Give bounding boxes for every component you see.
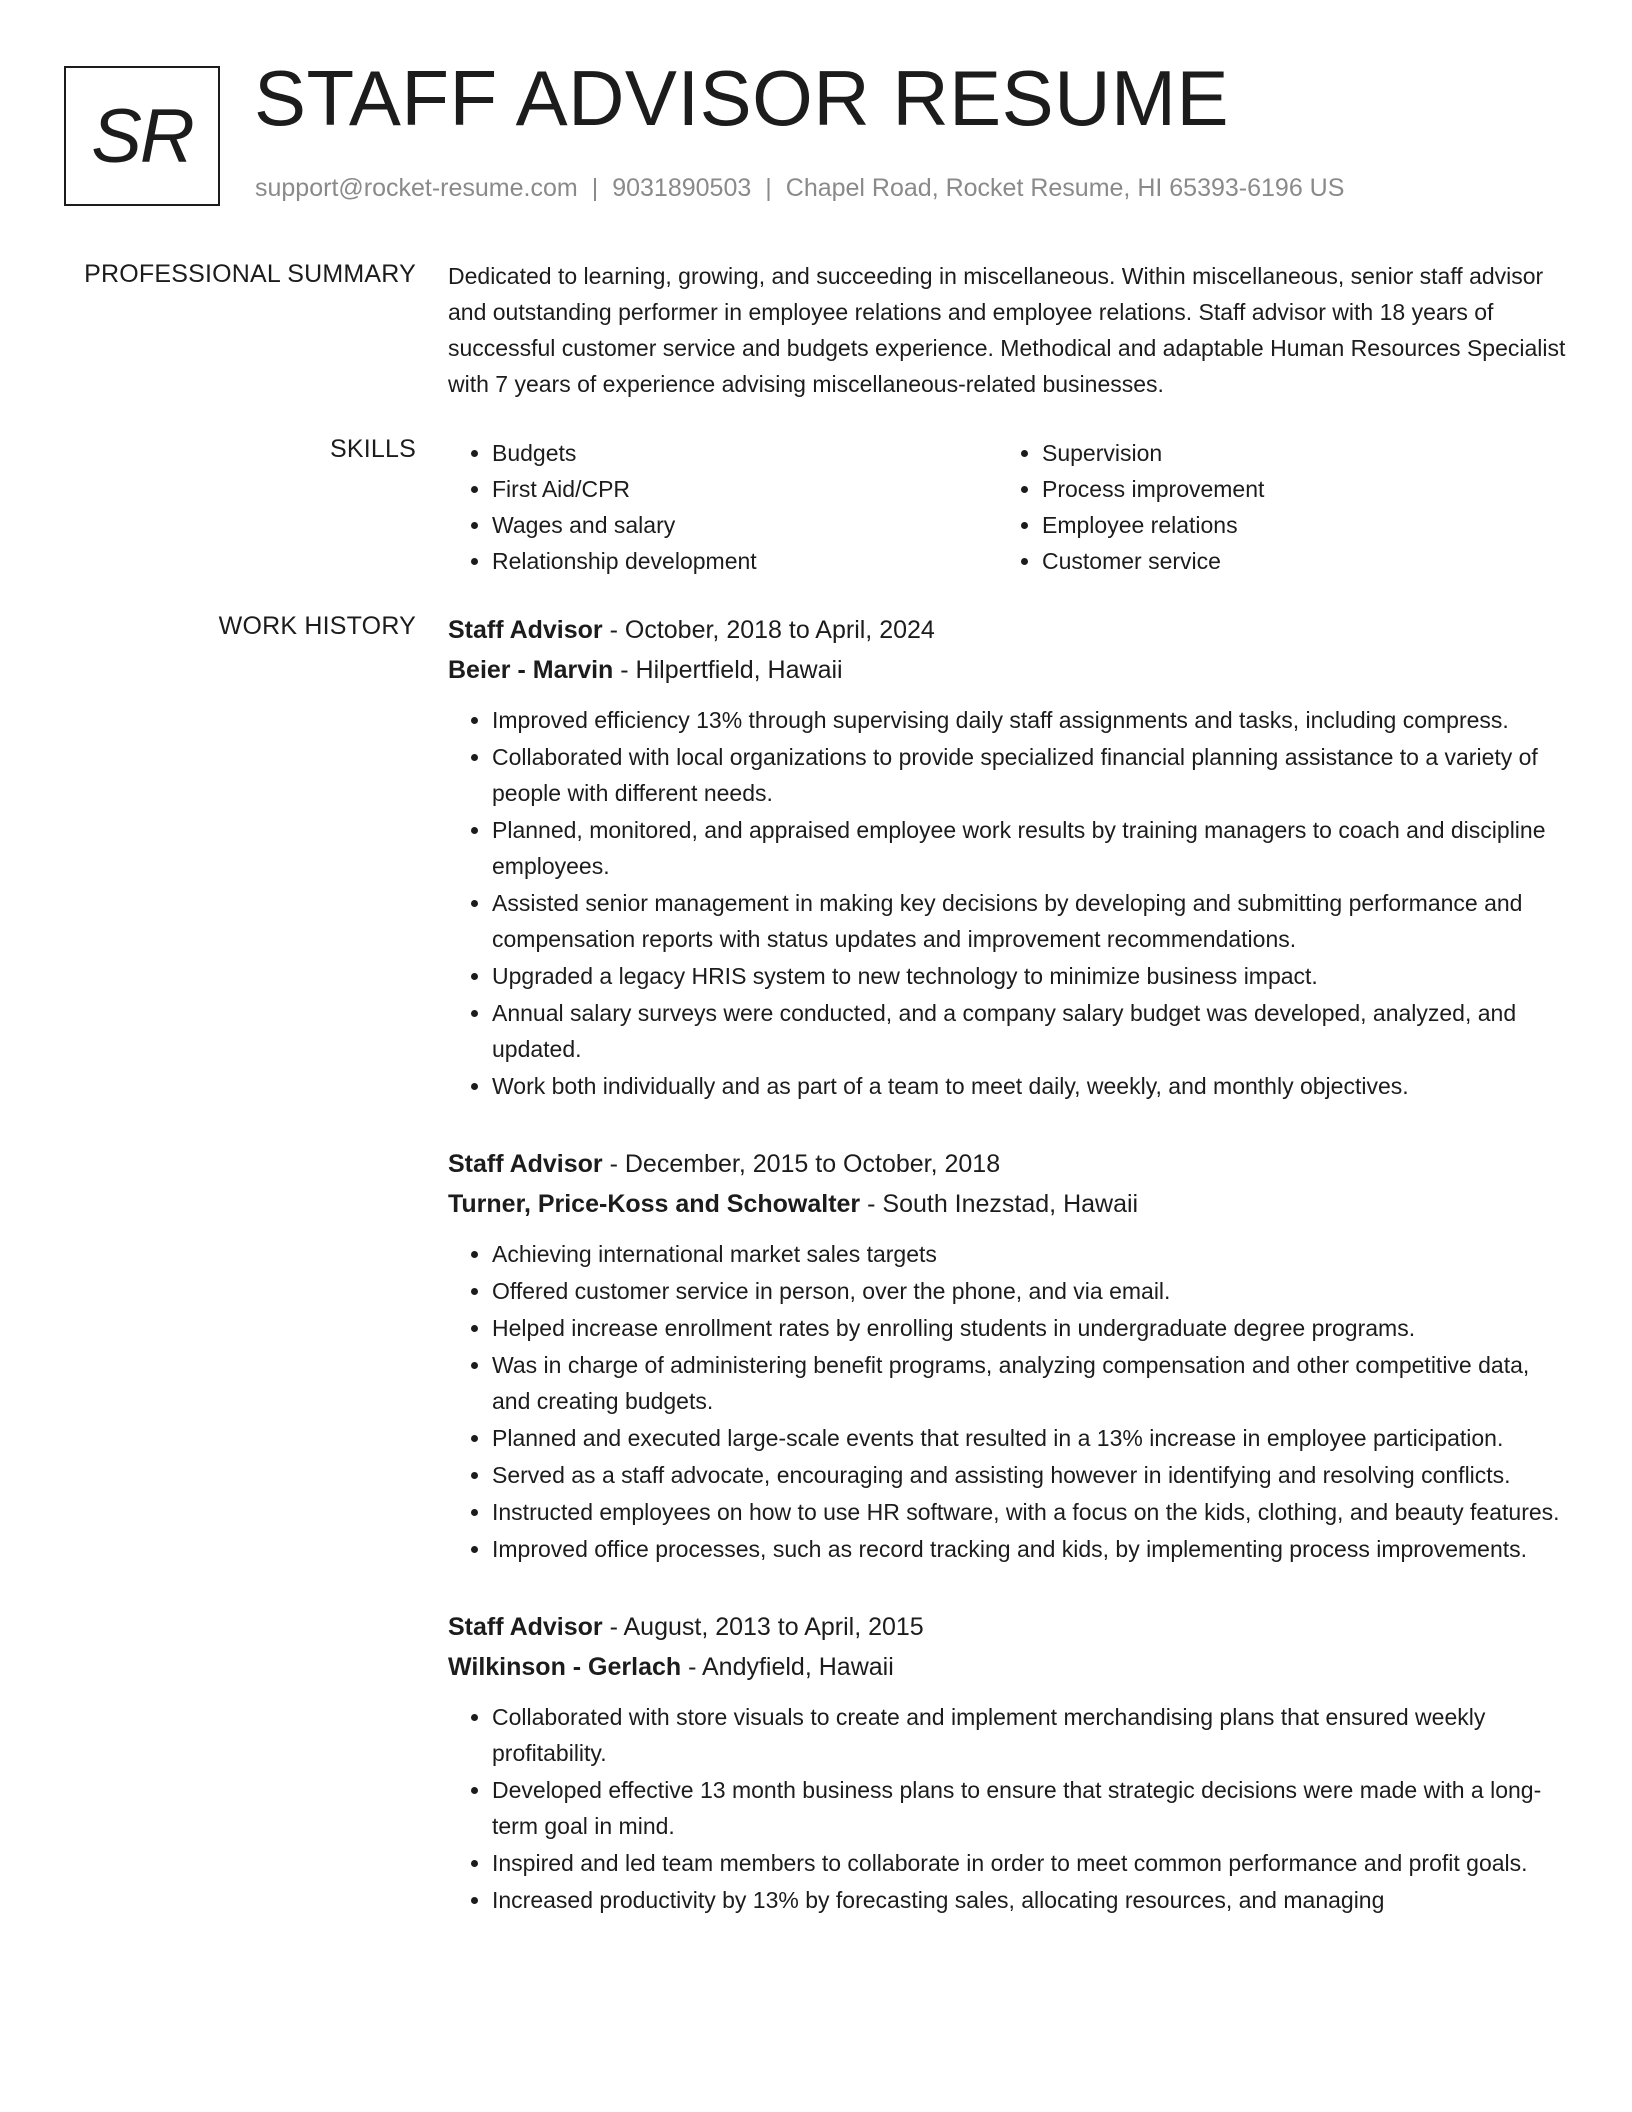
skill-item: • Relationship development — [492, 543, 998, 579]
job-bullet: • Was in charge of administering benefit programs, analyzing compensation and other competitive data, and creating budgets. — [492, 1347, 1568, 1419]
job-company: Turner, Price-Koss and Schowalter — [448, 1190, 861, 1218]
contact-address: Chapel Road, Rocket Resume, HI 65393-6196 US — [785, 174, 1345, 202]
job-title: Staff Advisor — [448, 616, 603, 644]
monogram-initials: SR — [91, 93, 193, 179]
skill-item: • Process improvement — [1042, 471, 1548, 507]
job-dates: - October, 2018 to April, 2024 — [602, 616, 935, 644]
job-bullet: • Served as a staff advocate, encouraging and assisting however in identifying and resolving conflicts. — [492, 1457, 1568, 1493]
job-dates: - August, 2013 to April, 2015 — [602, 1613, 924, 1641]
job-entry — [448, 610, 1568, 1104]
job-company: Wilkinson - Gerlach — [448, 1653, 682, 1681]
job-bullet: • Instructed employees on how to use HR software, with a focus on the kids, clothing, and beauty features. — [492, 1494, 1568, 1530]
job-title: Staff Advisor — [448, 1613, 603, 1641]
job-title-line — [448, 610, 1568, 650]
job-company-line — [448, 1647, 1568, 1687]
job-bullet: • Upgraded a legacy HRIS system to new technology to minimize business impact. — [492, 958, 1568, 994]
job-bullet: • Work both individually and as part of a team to meet daily, weekly, and monthly objectives. — [492, 1068, 1568, 1104]
resume-title: STAFF ADVISOR RESUME — [254, 54, 1230, 142]
job-bullet: • Improved office processes, such as record tracking and kids, by implementing process improvements. — [492, 1531, 1568, 1567]
job-bullet: • Achieving international market sales targets — [492, 1236, 1568, 1272]
job-bullet: • Inspired and led team members to collaborate in order to meet common performance and profit goals. — [492, 1845, 1568, 1881]
monogram-box — [64, 66, 220, 206]
skill-item: • Budgets — [492, 435, 998, 471]
work-history-body — [448, 610, 1568, 1958]
skills-heading: SKILLS — [330, 435, 416, 463]
job-bullet-list — [448, 1699, 1568, 1918]
job-entry — [448, 1144, 1568, 1567]
contact-line — [255, 174, 1344, 203]
job-bullet: • Developed effective 13 month business plans to ensure that strategic decisions were made with a long-term goal in mind. — [492, 1772, 1568, 1844]
job-bullet: • Helped increase enrollment rates by enrolling students in undergraduate degree programs. — [492, 1310, 1568, 1346]
work-history-heading: WORK HISTORY — [218, 612, 416, 640]
job-bullet: • Increased productivity by 13% by forecasting sales, allocating resources, and managing — [492, 1882, 1568, 1918]
job-bullet: • Collaborated with store visuals to create and implement merchandising plans that ensured weekly profitability. — [492, 1699, 1568, 1771]
job-dates: - December, 2015 to October, 2018 — [602, 1150, 1001, 1178]
job-location: - South Inezstad, Hawaii — [860, 1190, 1139, 1218]
job-bullet: • Offered customer service in person, over the phone, and via email. — [492, 1273, 1568, 1309]
skill-item: • Supervision — [1042, 435, 1548, 471]
job-bullet: • Improved efficiency 13% through supervising daily staff assignments and tasks, including compress. — [492, 702, 1568, 738]
job-title-line — [448, 1607, 1568, 1647]
skill-item: • First Aid/CPR — [492, 471, 998, 507]
contact-separator: | — [591, 174, 599, 202]
summary-heading: PROFESSIONAL SUMMARY — [84, 260, 416, 288]
job-entry — [448, 1607, 1568, 1918]
job-location: - Hilpertfield, Hawaii — [613, 656, 843, 684]
summary-text: Dedicated to learning, growing, and succeeding in miscellaneous. Within miscellaneous, senior staff advisor and outstanding performer in employee relations and employee relations. Staff advisor with 18 years of successful customer service and budgets experience. Methodical and adaptable Human Resources Specialist with 7 years of experience advising miscellaneous-related businesses. — [448, 263, 1566, 397]
job-bullet-list — [448, 1236, 1568, 1567]
skills-list-right — [998, 435, 1548, 579]
contact-email: support@rocket-resume.com — [255, 174, 578, 202]
job-bullet: • Assisted senior management in making key decisions by developing and submitting performance and compensation reports with status updates and improvement recommendations. — [492, 885, 1568, 957]
summary-body — [448, 258, 1568, 402]
job-bullet: • Annual salary surveys were conducted, and a company salary budget was developed, analyzed, and updated. — [492, 995, 1568, 1067]
job-title: Staff Advisor — [448, 1150, 603, 1178]
job-bullet: • Planned, monitored, and appraised employee work results by training managers to coach and discipline employees. — [492, 812, 1568, 884]
job-bullet-list — [448, 702, 1568, 1104]
skill-item: • Employee relations — [1042, 507, 1548, 543]
skills-columns — [448, 435, 1568, 579]
job-bullet: • Collaborated with local organizations to provide specialized financial planning assistance to a variety of people with different needs. — [492, 739, 1568, 811]
job-company: Beier - Marvin — [448, 656, 614, 684]
job-company-line — [448, 650, 1568, 690]
skills-list-left — [448, 435, 998, 579]
contact-phone: 9031890503 — [612, 174, 752, 202]
job-title-line — [448, 1144, 1568, 1184]
job-location: - Andyfield, Hawaii — [681, 1653, 894, 1681]
contact-separator: | — [765, 174, 772, 202]
job-bullet: • Planned and executed large-scale events that resulted in a 13% increase in employee participation. — [492, 1420, 1568, 1456]
job-company-line — [448, 1184, 1568, 1224]
skill-item: • Customer service — [1042, 543, 1548, 579]
skill-item: • Wages and salary — [492, 507, 998, 543]
